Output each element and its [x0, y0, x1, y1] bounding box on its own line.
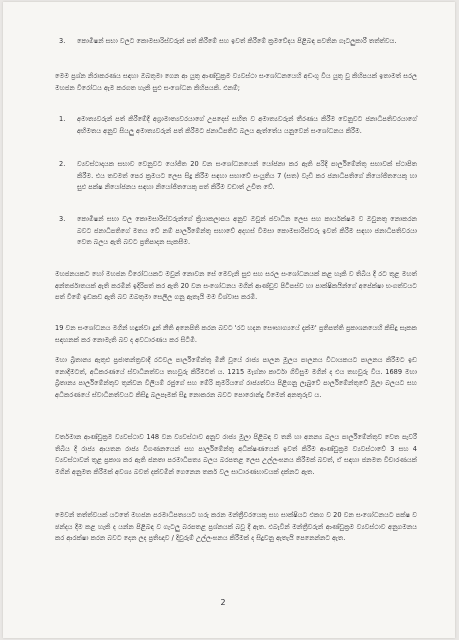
paragraph-3: මහා බ්‍රිතාන්‍ය ඇතුළු ප්‍රජාතන්ත්‍රවාදී රටවල පාර්ලිමේන්තු මිනී වූයේ රාජ්‍ය පාලන මූලය පාලනය වීධායකයට පාලනය කිරීමට ඉඩ නොදීමටත්, අධිකරණයේ ස්වාධීනත්වය තහවුරු කිරීමටත් ය. 1215 මැග්නා කාර්ටා ගිවිසුම මගින් ද එය තහවුරු විය. 1689 මහා බ්‍රිතාන්‍ය පාර්ලිමේන්තුව තුන්වන විලියම් රජුගේ සහ මේරි කුමරියගේ රාජ්‍යත්වය පිළිගනු ලැබුවේ පාර්ලිමේන්තුවේ මූලා බලයට සහ අධිකරණයේ ස්වාධීනත්වයට කිසිදු බලපෑමක් සිදු නොකරන බවට පොරොන්දු වීමෙන් අනතුරුව ය. [55, 356, 417, 399]
item-text: කොමිෂන් සභා වලට කොමසාරිස්වරුන් පත් කිරීමේ සහ ඉවත් කිරීමේ ක්‍රමවේදය පිළිබඳ පවතින ගැටලුකාරී තත්ත්වය. [77, 37, 397, 45]
page-number: 2 [220, 598, 226, 607]
item-number: 3. [59, 215, 66, 223]
item-text: ව්‍යවස්ථාදායක සභාව වෙනුවට යෝජිත 20 වන සංශෝධනයෙන් යෝජනා කර ඇති පරිදි පාර්ලිමේන්තු සභාවක් ස්ථාපිත කිරීම. එය තවමත් පෙර ක්‍රමයට ලෙස සිදු කිරීම සඳහා සභාවේ සංයුතිය 7 (සත) වැඩි කර ජනාධිපතිගේ නියෝජිතයෙකු හා සුළු පක්ෂ නියෝජනය සඳහා නියෝජිතයෙකු පත් කිරීම වඩාත් උචිත වේ. [77, 160, 417, 192]
numbered-item-3 [55, 214, 417, 249]
intro-paragraph: මෙම ප්‍රශ්න නිරාකරණය සඳහා ඔබතුමා ගෙන ආ යුතු ආණ්ඩුක්‍රම ව්‍යවස්ථා සංශෝධනයෙහි අඩංගු විය යුතු වු කිහිපයක් ඉතාමත් සරල මහජන විරෝධය ඇම කරගත හැකි සුළු සංශෝධන කිහිපයකි. එනම්; [55, 72, 417, 92]
paragraph-1: මහජනයකට හෝ මහජන විරෝධයකට මවුන් නොවන සේ මෙවැනි සුළු සහ සරල සංශෝධනයක් කළ හැකි ව තිබිය දී රට තුළ මහත් අන්තර්ජාතයක් ඇති කරමින් ඉදිරිපත් කර ඇති 20 වන සංශෝධනය මගින් ආණ්ඩුව පිටිපස්ව හා පාක්ෂිකයින්ගේ අපේක්ෂා භංගත්වයට පත් වීමේ ඉඩකඩ ඇති බව ඔබතුමා සෙලිල ගනු ඇතැයි මම විශ්වාස කරමි. [55, 270, 417, 302]
item-text: කොමිෂන් සභා වල කොමසාරිස්වරුන්ගේ ක්‍රියාකලාපය අනුව ඔවුන් ජවාධීන ලෙස සහ කාර්යක්ෂම ව ඔවුනතු නොකරන බවට ජනාධිපතිගේ මතය වේ නම් පාර්ලිමේන්තු සභාවේ අදහස් විමසා කොමසාරිස්වරු ඉවත් කිරීම සඳහා ජනාධිපතිවරයා වෙත බලය ඇති බවට ප්‍රතිපාදන සැකසීම. [77, 215, 417, 247]
paragraph-2: 19 වන සංශෝධනය මගින් හඳුන්වා දුන් නීති අනෙපිති කරන බවට 'රට හදන සෞභාග්‍යයේ දැක්ම' ප්‍රතිපත්ති ප්‍රකාශනයෙහි කිසිදු සැකක සඳහනක් කර නොමැති බව ද අවධාරණය කර සිටිමි. [55, 324, 417, 344]
item-number: 3. [59, 37, 66, 45]
numbered-item-1 [55, 114, 417, 137]
document-page [3, 2, 455, 638]
paragraph-4: වර්තමාන ආණ්ඩුක්‍රම ව්‍යවස්ථාව 148 වන ව්‍යවස්ථාව අනුව රාජ්‍ය මූලා පිළිබඳ ව තනි හා අනන්‍ය බලය පාර්ලිමේන්තුව වෙත පැවරී තිබිය දී රාජ්‍ය ආයතන රාජ්‍ය විගණනයෙන් සහ පාර්ලිමේන්තු අධීක්ෂණයෙන් ඉවත් කිරීම ආණ්ඩුක්‍රම ව්‍යවස්ථාවේ 3 සහ 4 ව්‍යවස්ථාවන් තුළ ප්‍රකාශ කර ඇති ජනතා පරමාධිපත්‍ය බලය බරපතළ ලෙස උල්ලංඝනය කිරීමක් බවත්, ඒ සඳහා ජනමත විචාරණයක් මගින් අනුමත කිරීමක් අවශ්‍ය බවත් දක්වමින් ගෙනෙන තර්ක වල සාධාරණභාවයක් දක්නට ඇත. [55, 433, 417, 476]
top-numbered-item [55, 36, 417, 48]
item-number: 2. [59, 160, 66, 168]
paragraph-5: මෙවන් තත්ත්වයක් යටතේ මහජන පරමාධිපත්‍යයට හරු කරන මන්ත්‍රීවරයෙකු සහ සාක්ෂියට එකග ව 20 වන සංශෝධනයට පක්ෂ ව ඡන්දය දීම කළ හැකි ද යන්න පිළිබඳ ව ගැටලු බරපතළ ප්‍රශ්නයක් බවු දී ඇත. එබැවින් මන්ත්‍රීවරුන් ආණ්ඩුක්‍රම ව්‍යවස්ථාව අනුගමනය කර ආරක්ෂා කරන බවට දෙන ලද ප්‍රතිඥාව / දිවුරුම් උල්ලංඝනය කිරීමක් ද සිදුවනු ඇතැයි පෙනෙන්නට ඇත. [55, 511, 417, 543]
item-text: අමාත්‍යවරුන් පත් කිරීමේදී අග්‍රාමාත්‍යවරයාගේ උපදෙස් සහිත ව අමාත්‍යවරුන් තීරණය කිරීම වෙනුවට ජනාධිපතිවරයාගේ අභිමතය අනුව සියලු අමාත්‍යවරුන් පත් කිරීමට ජනාධිපතිට බලය ඇත්තේය යනුවෙන් සංශෝධනය කිරීම. [77, 115, 417, 135]
item-number: 1. [59, 115, 66, 123]
numbered-item-2 [55, 159, 417, 194]
